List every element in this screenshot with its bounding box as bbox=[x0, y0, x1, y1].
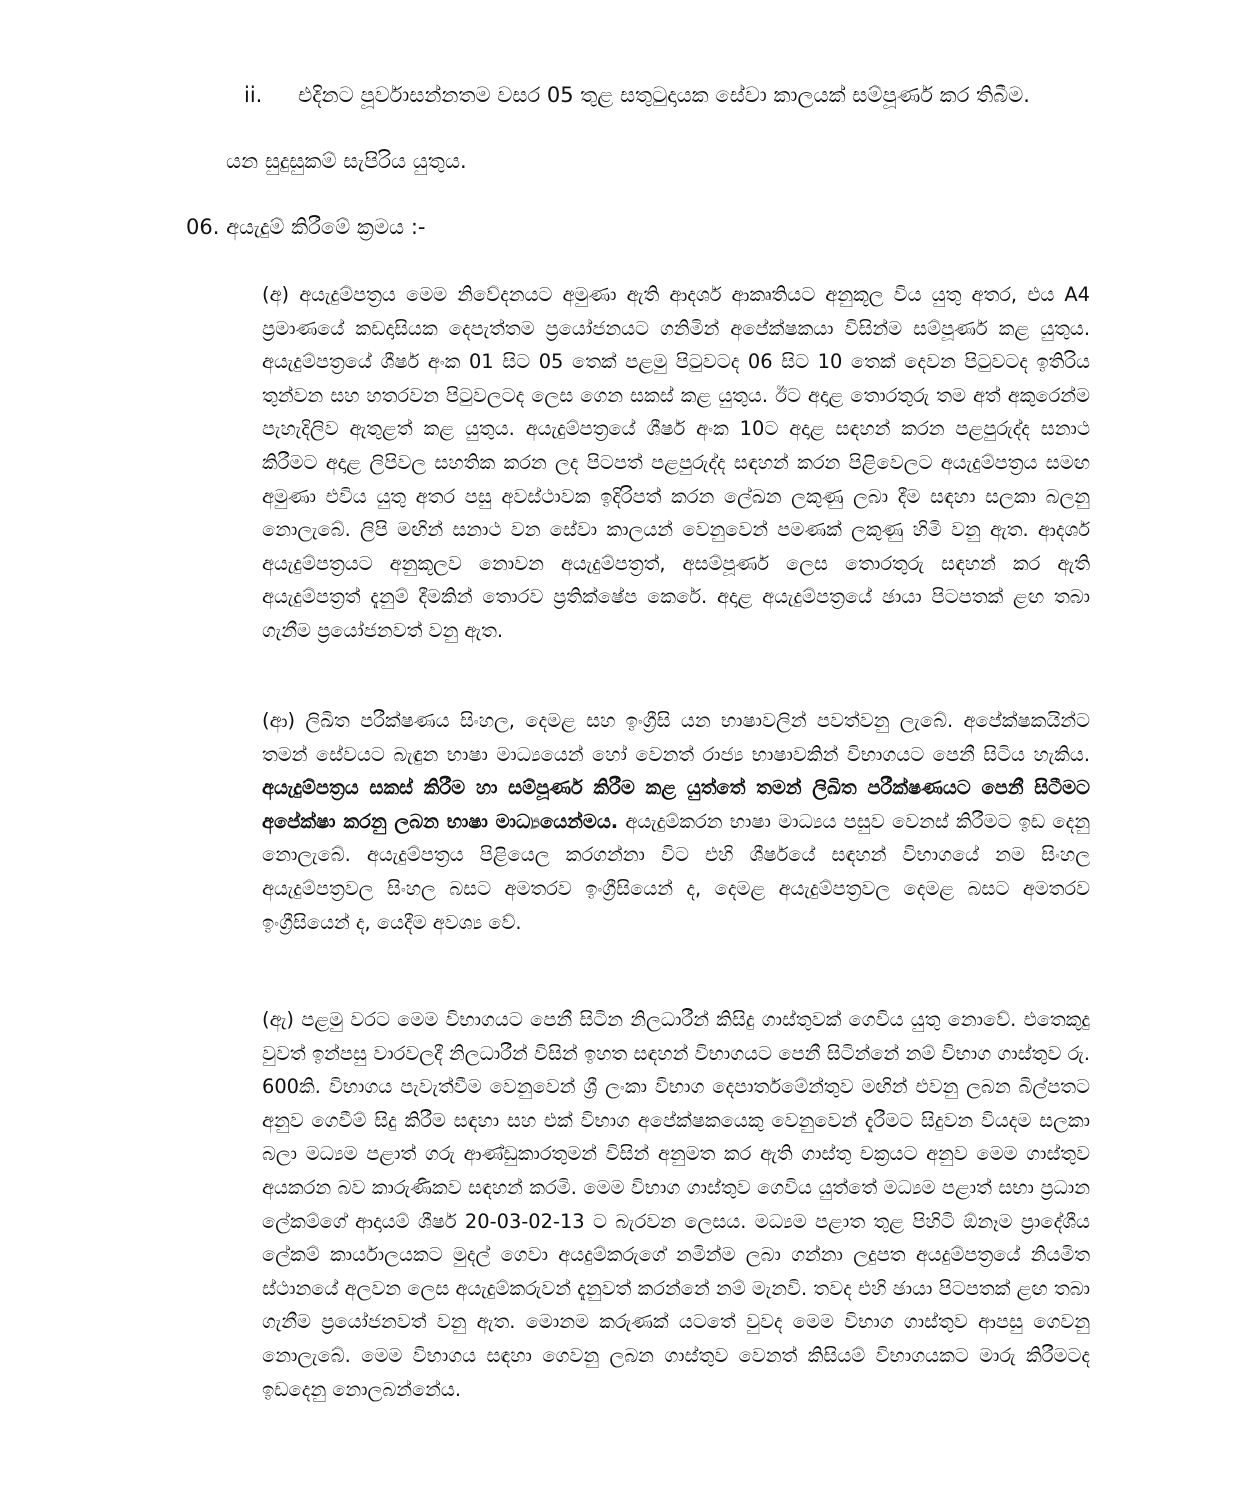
section-heading bbox=[186, 210, 425, 244]
list-item-text: එදිනට පූර්වාසන්නතම වසර 05 තුළ සතුටුදායක සේවා කාලයක් සම්පූර්ණ කර තිබීම. bbox=[298, 83, 1030, 107]
section-number: 06. bbox=[186, 215, 220, 239]
paragraph-aa-start: (ආ) ලිඛිත පරීක්ෂණය සිංහල, දෙමළ සහ ඉංග්‍රීසි යන භාෂාවලින් පවත්වනු ලැබේ. අපේක්ෂකයින්ට තමන් සේවයට බැඳුන භාෂා මාධ්‍යයෙන් හෝ වෙනත් රාජ්‍ය භාෂාවකින් විභාගයට පෙනී සිටිය හැකිය. bbox=[262, 709, 1090, 766]
list-item-number: ii. bbox=[244, 83, 263, 107]
section-title: අයැදුම් කිරීමේ ක්‍රමය :- bbox=[226, 215, 426, 239]
paragraph-ae: (ඇ) පළමු වරට මෙම විභාගයට පෙනී සිටින නිලධාරීන් කිසිදු ගාස්තුවක් ගෙවිය යුතු නොවේ. එතෙකුදු වුවත් ඉන්පසු වාරවලදී නිලධාරීන් විසින් ඉහත සඳහන් විභාගයට පෙනී සිටින්නේ නම් විභාග ගාස්තුව රු. 600කි. විභාගය පැවැත්වීම වෙනුවෙන් ශ්‍රී ලංකා විභාග දෙපාර්තමේන්තුව මඟින් එවනු ලබන බිල්පතට අනුව ගෙවීම් සිදු කිරීම සඳහා සහ එක් විභාග අපේක්ෂකයෙකු වෙනුවෙන් දැරීමට සිදුවන වියදම සලකා බලා මධ්‍යම පළාත් ගරු ආණ්ඩුකාරතුමන් විසින් අනුමත කර ඇති ගාස්තු චක්‍රයට අනුව මෙම ගාස්තුව අයකරන බව කාරුණිකව සඳහන් කරමි. මෙම විභාග ගාස්තුව ගෙවිය යුත්තේ මධ්‍යම පළාත් සභා ප්‍රධාන ලේකම්ගේ ආදායම් ශීර්ෂ 20-03-02-13 ට බැරවන ලෙසය. මධ්‍යම පළාත තුළ පිහිටි ඕනෑම ප්‍රාදේශීය ලේකම් කාර්යාලයකට මුදල් ගෙවා අයදුම්කරුගේ නමින්ම ලබා ගන්නා ලදුපත අයදුම්පත්‍රයේ නියමිත ස්ථානයේ අලවන ලෙස අයැදුම්කරුවන් දැනුවත් කරන්නේ නම් මැනවි. තවද එහි ඡායා පිටපතක් ළඟ තබා ගැනීම ප්‍රයෝජනවත් වනු ඇත. මොනම කරුණක් යටතේ වුවද මෙම විභාග ගාස්තුව ආපසු ගෙවනු නොලැබේ. මෙම විභාගය සඳහා ගෙවනු ලබන ගාස්තුව වෙනත් කිසියම් විභාගයකට මාරු කිරීමටද ඉඩදෙනු නොලබන්නේය. bbox=[262, 1008, 1090, 1401]
paragraph-aa-bold: අයැදුම්පත්‍රය සකස් කිරීම හා සම්පූර්ණ කිරීම කළ යුත්තේ තමන් ලිඛිත පරීක්ෂණයට පෙනී සිටීමට අපේක්ෂා කරනු ලබන භාෂා මාධ්‍යයෙන්මය. bbox=[262, 776, 1090, 833]
paragraph-aa bbox=[262, 704, 1090, 939]
requirement-line: යන සුදුසුකම් සැපිරිය යුතුය. bbox=[226, 149, 467, 173]
paragraph-a: (අ) අයැදුම්පත්‍රය මෙම නිවේදනයට අමුණා ඇති ආදර්ශ ආකෘතියට අනුකූල විය යුතු අතර, එය A4 ප්‍රමාණයේ කඩදාසියක දෙපැත්තම ප්‍රයෝජනයට ගනිමින් අපේක්ෂකයා විසින්ම සම්පූර්ණ කළ යුතුය. අයැදුම්පත්‍රයේ ශීර්ෂ අංක 01 සිට 05 තෙක් පළමු පිටුවටද 06 සිට 10 තෙක් දෙවන පිටුවටද ඉතිරිය තුන්වන සහ හතරවන පිටුවලටද ලෙස ගෙන සකස් කළ යුතුය. ඊට අදාළ තොරතුරු තම අත් අකුරෙන්ම පැහැදිලිව ඇතුළත් කළ යුතුය. අයැදුම්පත්‍රයේ ශීර්ෂ අංක 10ට අදාළ සඳහන් කරන පළපුරුද්ද සනාථ කිරීමට අදාළ ලිපිවල සහතික කරන ලද පිටපත් පළපුරුද්ද සඳහන් කරන පිළිවෙලට අයැදුම්පත්‍රය සමඟ අමුණා එවිය යුතු අතර පසු අවස්ථාවක ඉදිරිපත් කරන ලේඛන ලකුණු ලබා දීම සඳහා සලකා බලනු නොලැබේ. ලිපි මඟින් සනාථ වන සේවා කාලයන් වෙනුවෙන් පමණක් ලකුණු හිමි වනු ඇත. ආදර්ශ අයැදුම්පත්‍රයට අනුකූලව නොවන අයැදුම්පත්‍රත්, අසම්පූර්ණ ලෙස තොරතුරු සඳහන් කර ඇති අයැදුම්පත්‍රත් දැනුම් දීමකින් තොරව ප්‍රතික්ෂේප කෙරේ. අදාළ අයැදුම්පත්‍රයේ ඡායා පිටපතක් ළඟ තබා ගැනීම ප්‍රයෝජනවත් වනු ඇත. bbox=[262, 283, 1090, 642]
paragraph-aa-end: අයැදුම්කරන භාෂා මාධ්‍යය පසුව වෙනස් කිරීමට ඉඩ දෙනු නොලැබේ. අයැදුම්පත්‍රය පිළියෙල කරගන්නා විට එහි ශීර්ෂයේ සඳහන් විභාගයේ නම සිංහල අයැදුම්පත්‍රවල සිංහල බසට අමතරව ඉංග්‍රීසියෙන් ද, දෙමළ අයැදුම්පත්‍රවල දෙමළ බසට අමතරව ඉංග්‍රීසියෙන් ද, යෙදීම අවශ්‍ය වේ. bbox=[262, 809, 1090, 934]
